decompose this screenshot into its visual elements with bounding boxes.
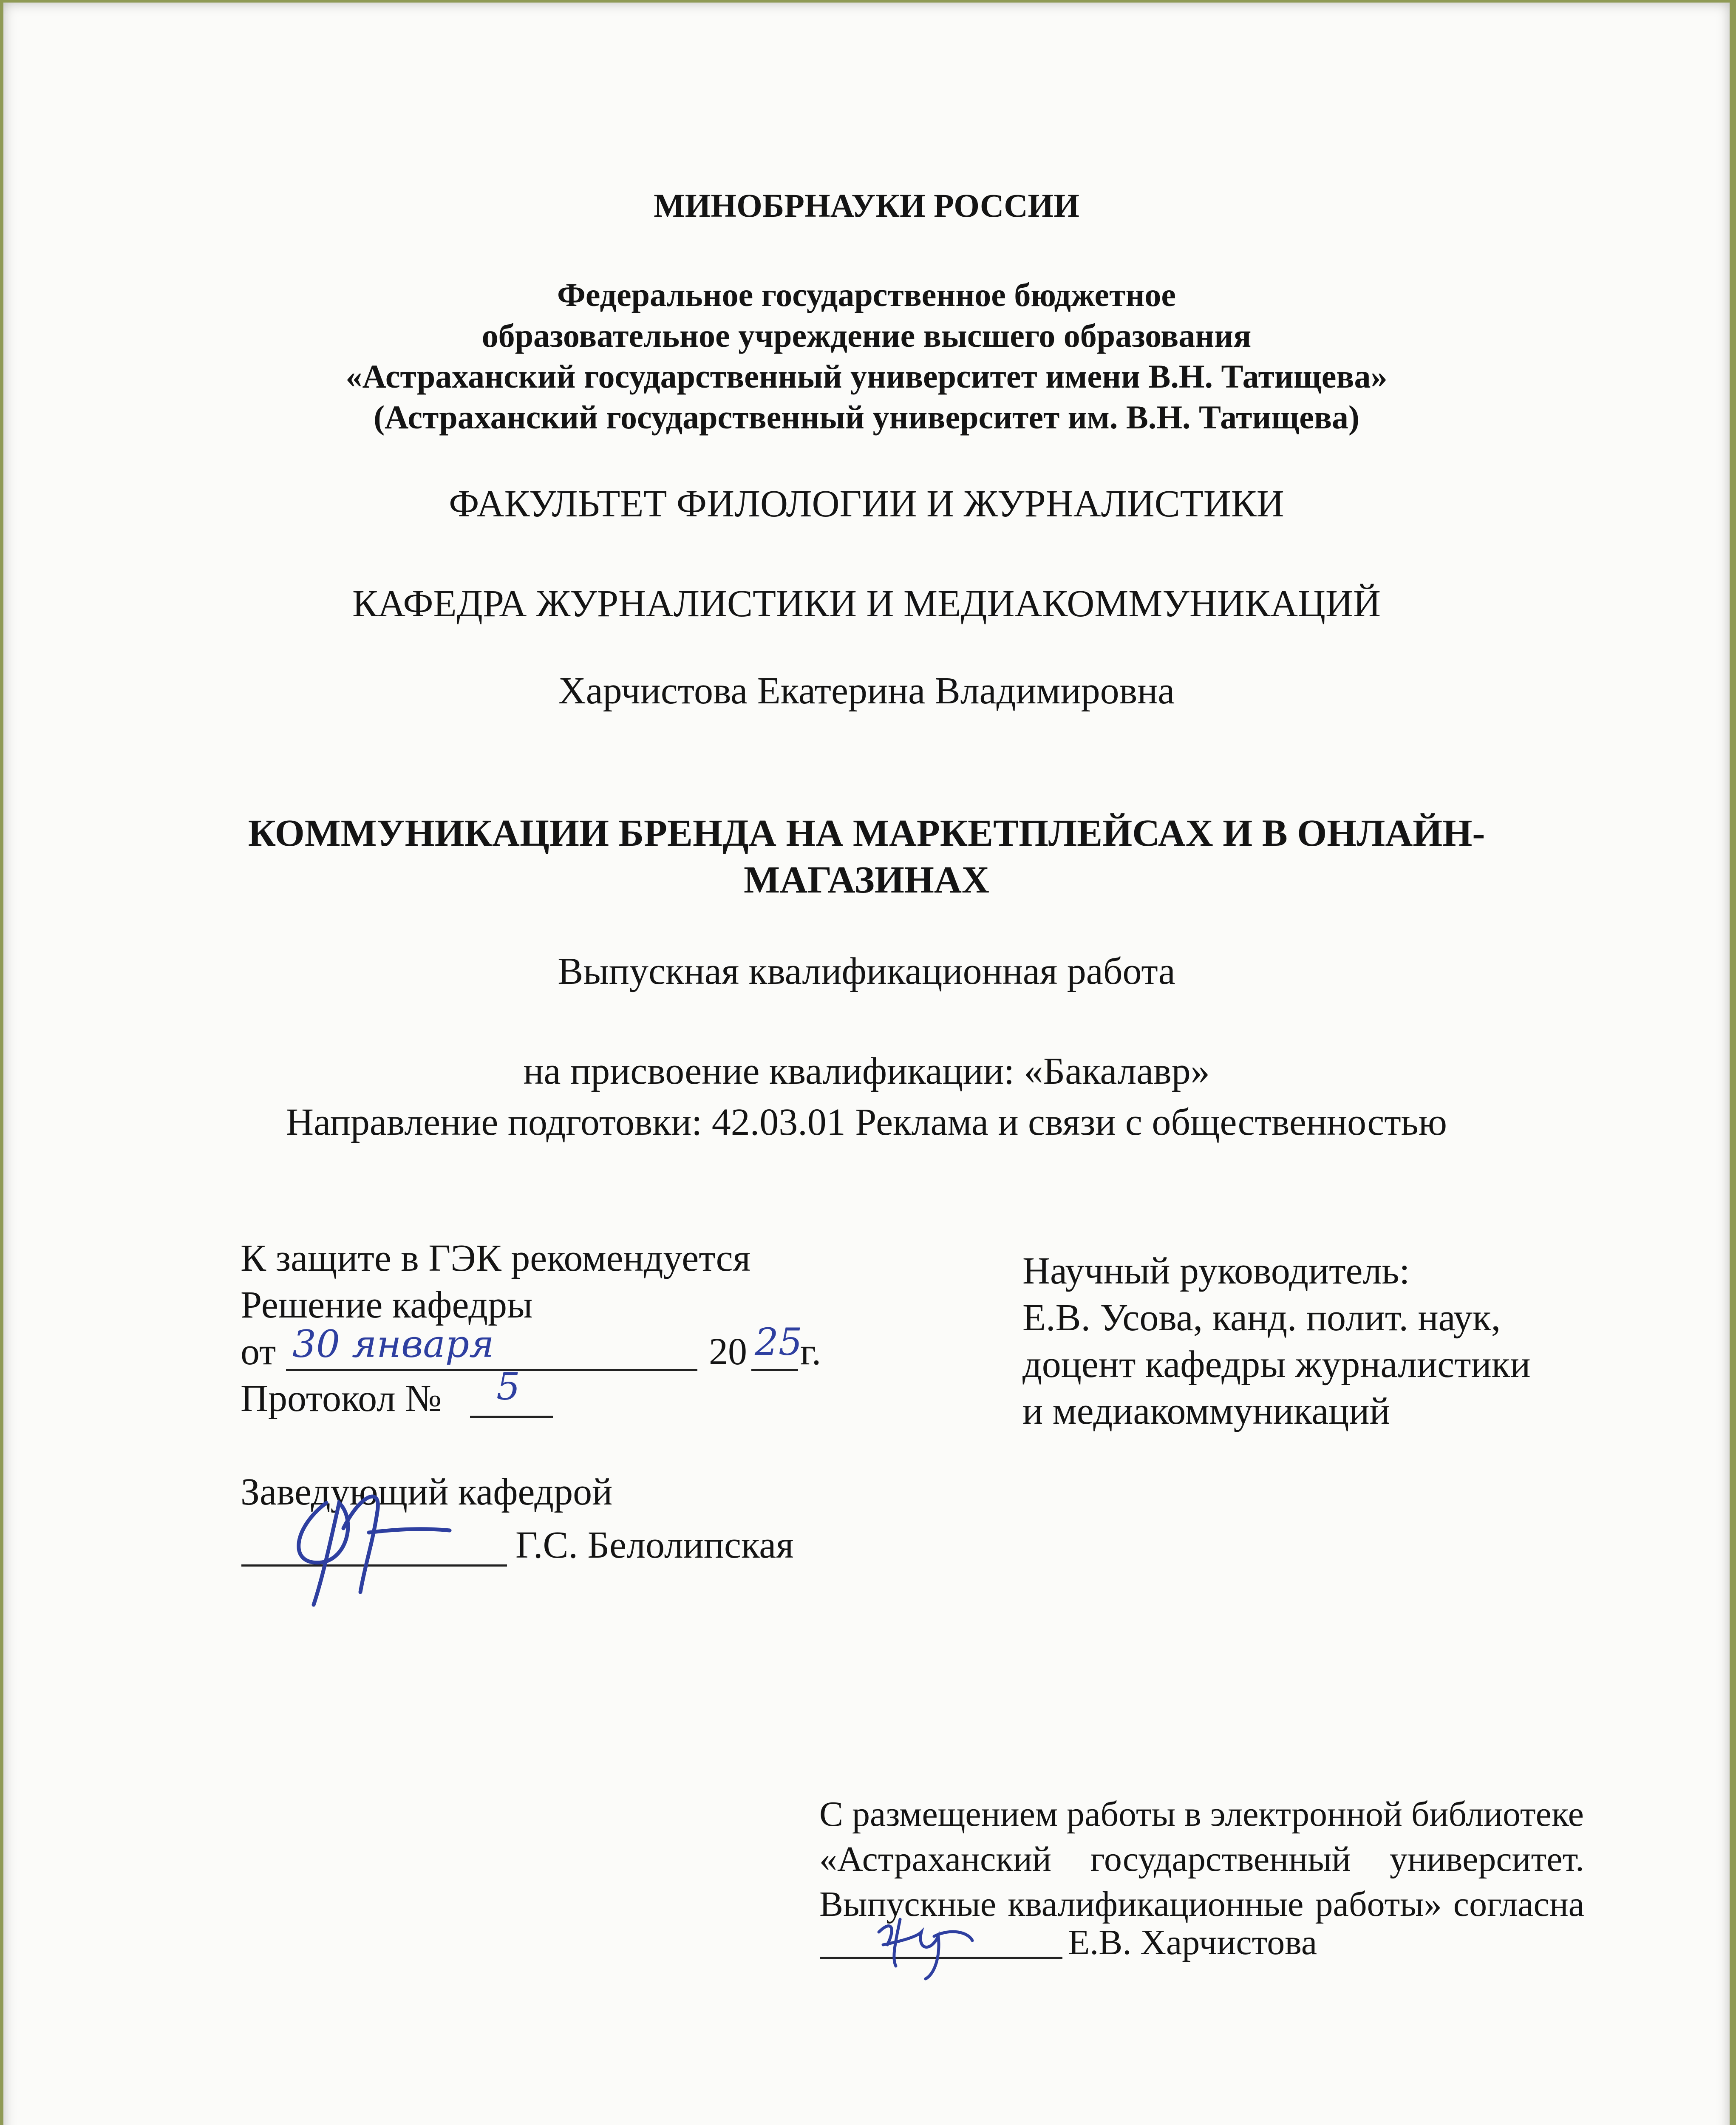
handwritten-date: 30 января — [292, 1322, 494, 1366]
handwritten-year: 25 — [755, 1320, 802, 1364]
defense-recommendation: К защите в ГЭК рекомендуется — [241, 1237, 751, 1279]
year-suffix: г. — [800, 1331, 821, 1373]
supervisor-line-2: доцент кафедры журналистики — [1022, 1343, 1531, 1386]
author-signature — [866, 1902, 977, 1983]
institution-line-1: Федеральное государственное бюджетное — [557, 276, 1176, 313]
work-type: Выпускная квалификационная работа — [558, 950, 1175, 992]
ministry-heading: МИНОБРНАУКИ РОССИИ — [654, 187, 1079, 224]
thesis-title-line-2: МАГАЗИНАХ — [744, 859, 989, 901]
head-of-department-name: Г.С. Белолипская — [515, 1524, 794, 1566]
institution-line-3: «Астраханский государственный университет имени В.Н. Татищева» — [346, 358, 1388, 395]
consent-line-3: Выпускные квалификационные работы» согласна — [819, 1884, 1584, 1924]
supervisor-label: Научный руководитель: — [1022, 1250, 1410, 1292]
institution-line-4: (Астраханский государственный университет им. В.Н. Татищева) — [374, 399, 1359, 436]
consent-author-name: Е.В. Харчистова — [1068, 1923, 1317, 1962]
author-name: Харчистова Екатерина Владимировна — [558, 670, 1175, 712]
faculty-name: ФАКУЛЬТЕТ ФИЛОЛОГИИ И ЖУРНАЛИСТИКИ — [449, 483, 1284, 525]
protocol-underline — [470, 1416, 553, 1418]
head-of-department-label: Заведующий кафедрой — [241, 1471, 613, 1513]
qualification: на присвоение квалификации: «Бакалавр» — [523, 1050, 1210, 1092]
decision-date-prefix: от — [241, 1331, 276, 1373]
year-underline — [751, 1369, 798, 1371]
handwritten-protocol-number: 5 — [496, 1365, 520, 1408]
head-signature — [275, 1456, 454, 1609]
date-underline — [286, 1369, 697, 1371]
consent-line-2: «Астраханский государственный университет. — [819, 1839, 1584, 1879]
department-decision: Решение кафедры — [241, 1284, 533, 1326]
supervisor-line-3: и медиакоммуникаций — [1022, 1390, 1390, 1432]
consent-line-1: С размещением работы в электронной библиотеке — [819, 1794, 1584, 1834]
thesis-title-line-1: КОММУНИКАЦИИ БРЕНДА НА МАРКЕТПЛЕЙСАХ И В ОНЛАЙН- — [248, 812, 1485, 854]
year-prefix: 20 — [709, 1331, 747, 1373]
supervisor-line-1: Е.В. Усова, канд. полит. наук, — [1022, 1297, 1501, 1339]
department-name: КАФЕДРА ЖУРНАЛИСТИКИ И МЕДИАКОММУНИКАЦИЙ — [352, 583, 1381, 625]
protocol-label: Протокол № — [241, 1377, 442, 1420]
study-direction: Направление подготовки: 42.03.01 Реклама и связи с общественностью — [286, 1101, 1447, 1143]
institution-line-2: образовательное учреждение высшего образования — [481, 317, 1252, 354]
document-page — [3, 3, 1730, 2125]
